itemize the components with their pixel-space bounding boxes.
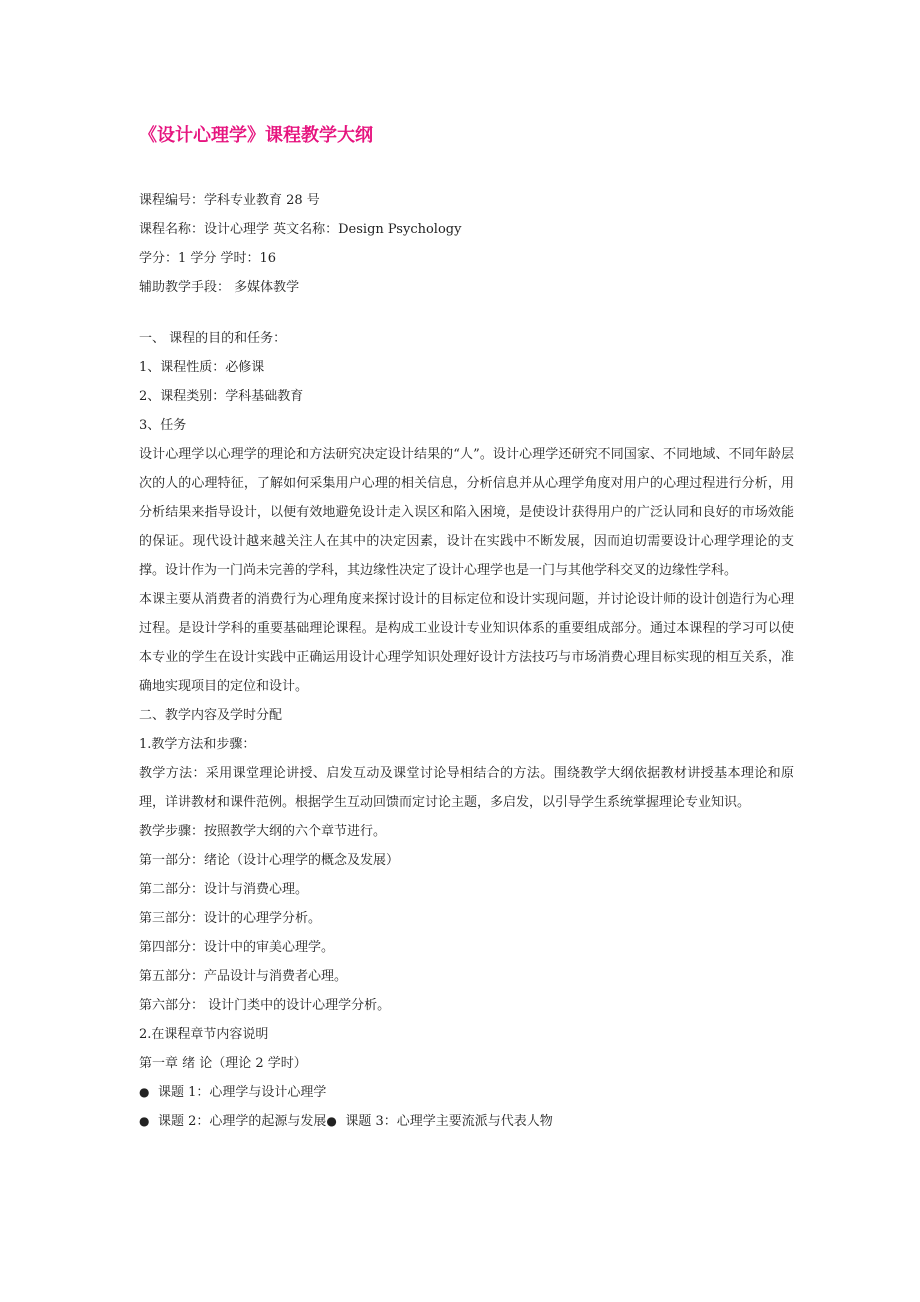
part-5: 第五部分：产品设计与消费者心理。 <box>139 969 348 984</box>
part-2: 第二部分：设计与消费心理。 <box>139 882 309 897</box>
course-code: 课程编号：学科专业教育 28 号 <box>139 193 320 208</box>
teaching-aids: 辅助教学手段： 多媒体教学 <box>139 280 300 295</box>
document-title-text: 《设计心理学》课程教学大纲 <box>139 125 373 146</box>
bullet-icon: ● <box>139 1085 150 1099</box>
document-title <box>139 123 373 149</box>
chapter-contents-heading: 2.在课程章节内容说明 <box>139 1027 269 1042</box>
topic-3-text: 课题 3：心理学主要流派与代表人物 <box>345 1114 553 1129</box>
teaching-steps: 教学步骤：按照教学大纲的六个章节进行。 <box>139 824 387 839</box>
course-credits: 学分：1 学分 学时：16 <box>139 251 277 266</box>
section-1-heading: 一、 课程的目的和任务： <box>139 331 287 346</box>
bullet-icon: ● <box>139 1114 150 1128</box>
section-2-heading: 二、教学内容及学时分配 <box>139 708 283 723</box>
document-body <box>139 186 794 1136</box>
topic-1-text: 课题 1：心理学与设计心理学 <box>158 1085 327 1100</box>
course-nature: 1、课程性质：必修课 <box>139 360 265 375</box>
course-task-heading: 3、任务 <box>139 418 187 433</box>
topic-1-item <box>139 1078 794 1107</box>
course-category: 2、课程类别：学科基础教育 <box>139 389 304 404</box>
task-paragraph-2: 本课主要从消费者的消费行为心理角度来探讨设计的目标定位和设计实现问题，并讨论设计师的设计创造行为心理过程。是设计学科的重要基础理论课程。是构成工业设计专业知识体系的重要组成部分。通过本课程的学习可以使本专业的学生在设计实践中正确运用设计心理学知识处理好设计方法技巧与市场消费心理目标实现的相互关系，准确地实现项目的定位和设计。 <box>139 592 794 694</box>
part-4: 第四部分：设计中的审美心理学。 <box>139 940 335 955</box>
topic-2-3-item <box>139 1107 794 1136</box>
course-name: 课程名称：设计心理学 英文名称：Design Psychology <box>139 222 462 237</box>
topic-2-text: 课题 2：心理学的起源与发展 <box>158 1114 327 1129</box>
bullet-icon: ● <box>326 1114 337 1128</box>
chapter-1-heading: 第一章 绪 论（理论 2 学时） <box>139 1056 307 1071</box>
part-3: 第三部分：设计的心理学分析。 <box>139 911 322 926</box>
task-paragraph-1: 设计心理学以心理学的理论和方法研究决定设计结果的“人”。设计心理学还研究不同国家、不同地域、不同年龄层次的人的心理特征，了解如何采集用户心理的相关信息，分析信息并从心理学角度对用户的心理过程进行分析，用分析结果来指导设计，以便有效地避免设计走入误区和陷入困境，是使设计获得用户的广泛认同和良好的市场效能的保证。现代设计越来越关注人在其中的决定因素，设计在实践中不断发展，因而迫切需要设计心理学理论的支撑。设计作为一门尚未完善的学科，其边缘性决定了设计心理学也是一门与其他学科交叉的边缘性学科。 <box>139 447 794 578</box>
part-1: 第一部分：绪论（设计心理学的概念及发展） <box>139 853 400 868</box>
teaching-method-paragraph: 教学方法：采用课堂理论讲授、启发互动及课堂讨论导相结合的方法。围绕教学大纲依据教材讲授基本理论和原理，详讲教材和课件范例。根据学生互动回馈而定讨论主题，多启发，以引导学生系统掌握理论专业知识。 <box>139 766 794 810</box>
spacer <box>139 302 794 324</box>
part-6: 第六部分： 设计门类中的设计心理学分析。 <box>139 998 391 1013</box>
teaching-method-heading: 1.教学方法和步骤： <box>139 737 256 752</box>
